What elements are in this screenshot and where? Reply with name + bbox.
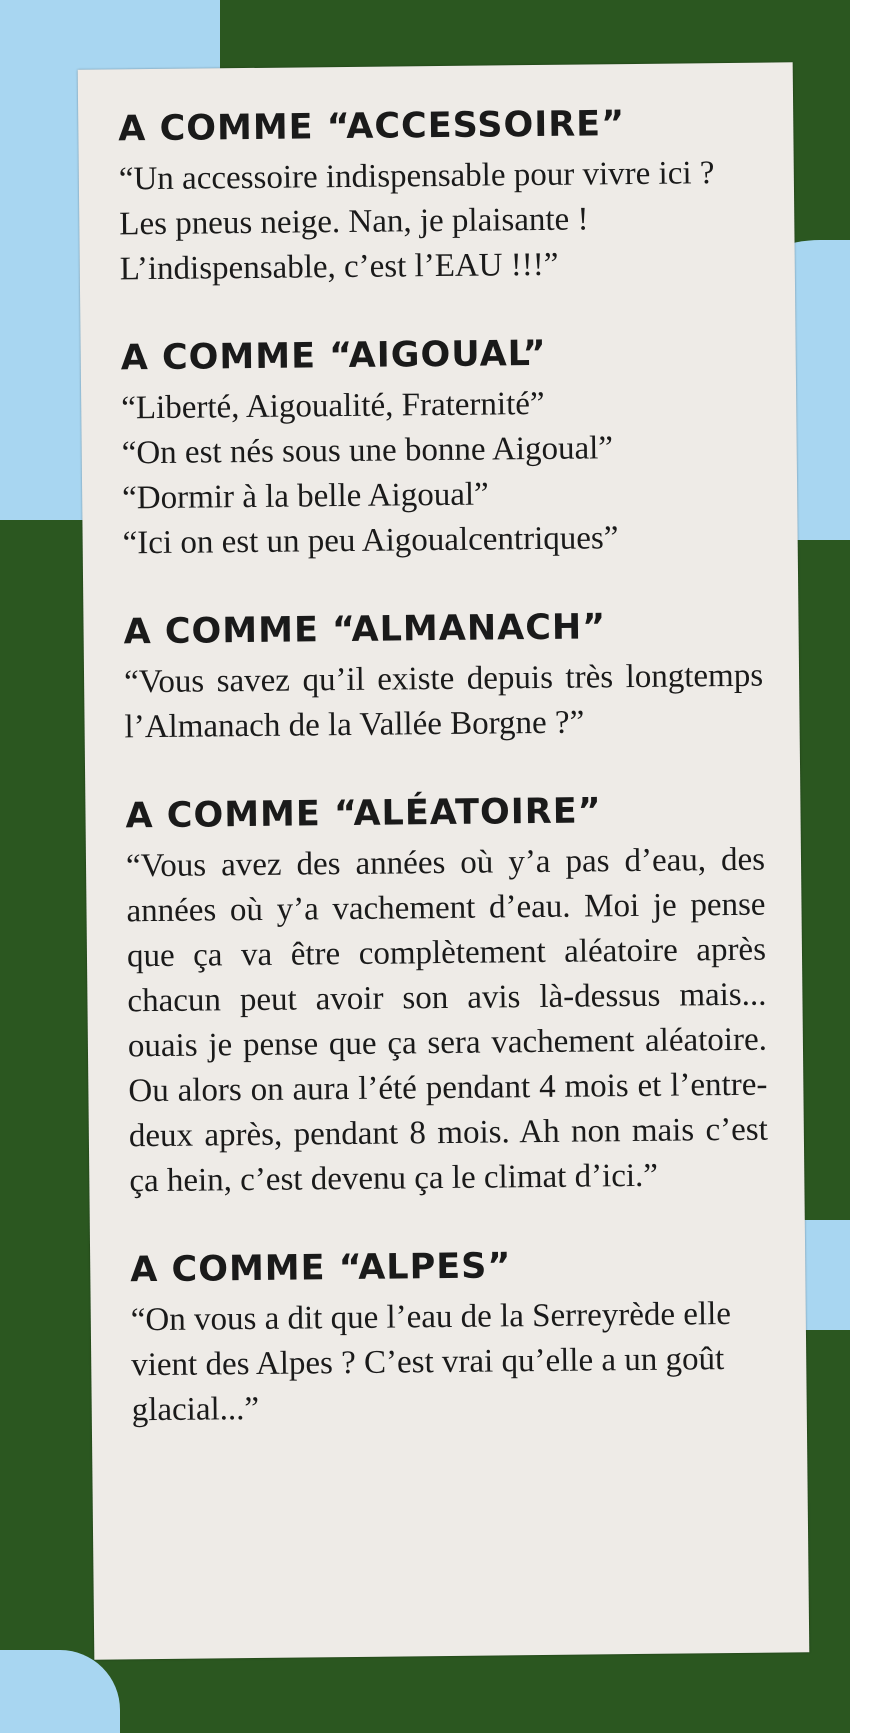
entry-quote: “Vous avez des années où y’a pas d’eau, des années où y’a vachement d’eau. Moi je pense que ça va être complètement aléatoire après chacun peut avoir son avis là-dessus mais... ouais je pense que ça sera vachement aléatoire. Ou alors on aura l’été pendant 4 mois et l’entre-deux après, pendant 8 mois. Ah non mais c’est ça hein, c’est devenu ça le climat d’ici.” [125, 841, 769, 1200]
entry-accessoire [118, 101, 759, 293]
entry-quote: “Vous savez qu’il existe depuis très longtemps l’Almanach de la Vallée Borgne ?” [123, 657, 764, 746]
entry-aigoual [120, 330, 761, 567]
entry-quote: “Un accessoire indispensable pour vivre ici ? Les pneus neige. Nan, je plaisante ! L’indispensable, c’est l’EAU !!!” [118, 155, 715, 288]
entry-quote: “Ici on est un peu Aigoualcentriques” [122, 520, 619, 562]
entry-almanach [123, 604, 763, 751]
entry-aleatoire [125, 788, 768, 1205]
entry-heading: A COMME “ALPES” [130, 1246, 512, 1291]
glossary-card [78, 62, 810, 1659]
entry-quote: “On vous a dit que l’eau de la Serreyrède elle vient des Alpes ? C’est vrai qu’elle a un goût glacial...” [130, 1296, 732, 1429]
entry-heading: A COMME “ALÉATOIRE” [125, 791, 602, 837]
entry-quote: “Liberté, Aigoualité, Fraternité” [121, 385, 545, 427]
entry-quote: “Dormir à la belle Aigoual” [121, 476, 489, 517]
entry-heading: A COMME “AIGOUAL” [120, 333, 547, 379]
entry-heading: A COMME “ALMANACH” [123, 607, 607, 653]
sky-blue-shape [0, 1650, 120, 1733]
entry-heading: A COMME “ACCESSOIRE” [118, 104, 626, 150]
entry-alpes [130, 1242, 771, 1434]
entry-quote: “On est nés sous une bonne Aigoual” [121, 430, 614, 472]
